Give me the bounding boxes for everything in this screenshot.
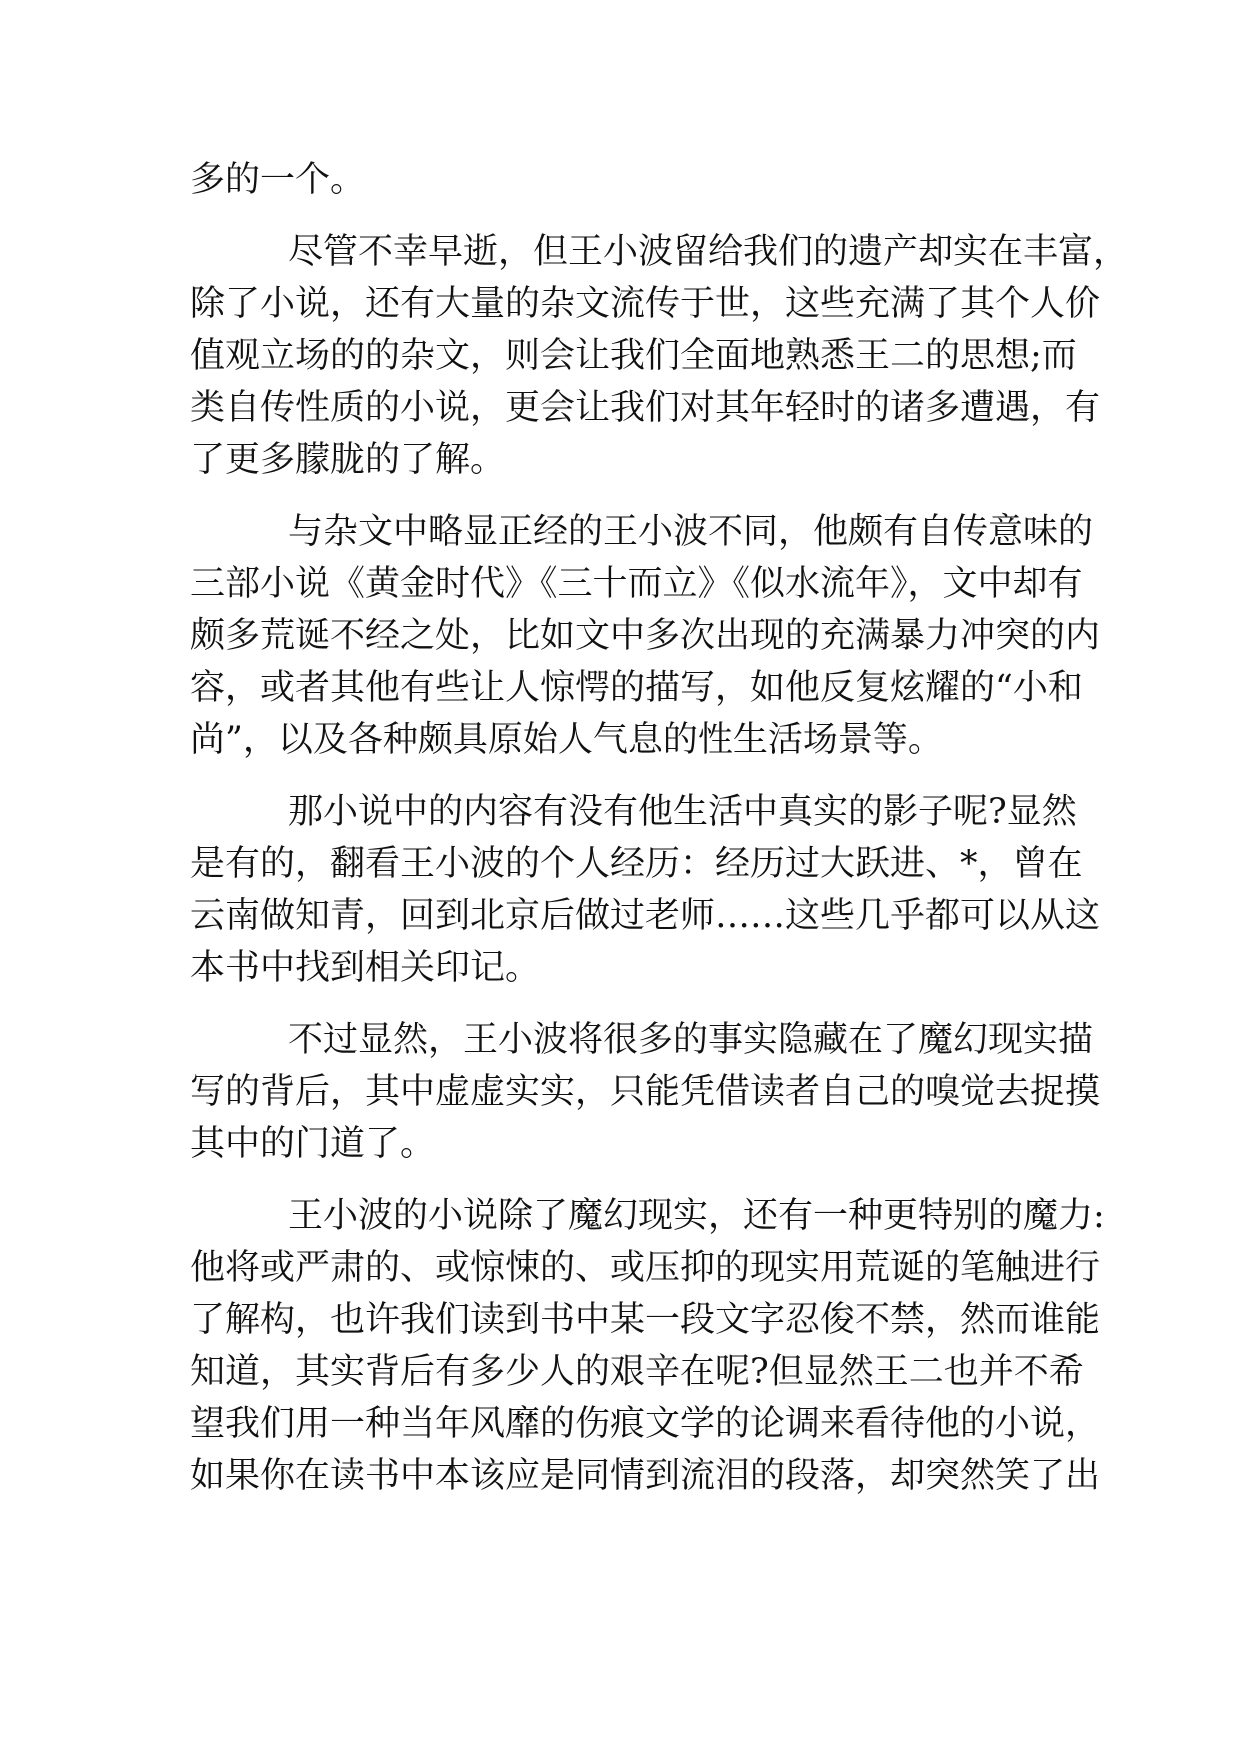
text-line: 了更多朦胧的了解。	[190, 440, 506, 480]
paragraph	[190, 154, 1050, 206]
paragraph	[190, 506, 1101, 766]
text-line: 与杂文中略显正经的王小波不同，他颇有自传意味的	[288, 512, 1094, 552]
body-text	[190, 154, 1129, 1502]
text-line: 值观立场的的杂文，则会让我们全面地熟悉王二的思想;而	[190, 336, 1077, 376]
text-line: 他将或严肃的、或惊悚的、或压抑的现实用荒诞的笔触进行	[190, 1248, 1101, 1288]
paragraph	[190, 1190, 1105, 1502]
paragraph	[190, 226, 1129, 486]
text-line: 云南做知青，回到北京后做过老师……这些几乎都可以从这	[190, 896, 1101, 936]
paragraph	[190, 1014, 1101, 1170]
text-line: 颇多荒诞不经之处，比如文中多次出现的充满暴力冲突的内	[190, 616, 1101, 656]
text-line: 如果你在读书中本该应是同情到流泪的段落，却突然笑了出	[190, 1456, 1101, 1496]
text-line: 望我们用一种当年风靡的伤痕文学的论调来看待他的小说，	[190, 1404, 1101, 1444]
text-line: 是有的，翻看王小波的个人经历：经历过大跃进、*，曾在	[190, 844, 1083, 884]
text-line: 写的背后，其中虚虚实实，只能凭借读者自己的嗅觉去捉摸	[190, 1072, 1101, 1112]
text-line: 不过显然，王小波将很多的事实隐藏在了魔幻现实描	[288, 1020, 1094, 1060]
text-line: 容，或者其他有些让人惊愕的描写，如他反复炫耀的“小和	[190, 668, 1083, 708]
text-line: 其中的门道了。	[190, 1124, 436, 1164]
text-line: 多的一个。	[190, 160, 366, 200]
text-line: 尽管不幸早逝，但王小波留给我们的遗产却实在丰富，	[288, 232, 1129, 272]
paragraph	[190, 786, 1101, 994]
text-line: 知道，其实背后有多少人的艰辛在呢?但显然王二也并不希	[190, 1352, 1084, 1392]
text-line: 除了小说，还有大量的杂文流传于世，这些充满了其个人价	[190, 284, 1101, 324]
text-line: 了解构，也许我们读到书中某一段文字忍俊不禁，然而谁能	[190, 1300, 1101, 1340]
text-line: 本书中找到相关印记。	[190, 948, 541, 988]
text-line: 那小说中的内容有没有他生活中真实的影子呢?显然	[288, 792, 1077, 832]
text-line: 类自传性质的小说，更会让我们对其年轻时的诸多遭遇，有	[190, 388, 1101, 428]
text-line: 三部小说《黄金时代》《三十而立》《似水流年》，文中却有	[190, 564, 1083, 604]
text-line: 尚”，以及各种颇具原始人气息的性生活场景等。	[190, 720, 943, 760]
text-line: 王小波的小说除了魔幻现实，还有一种更特别的魔力:	[288, 1196, 1105, 1236]
